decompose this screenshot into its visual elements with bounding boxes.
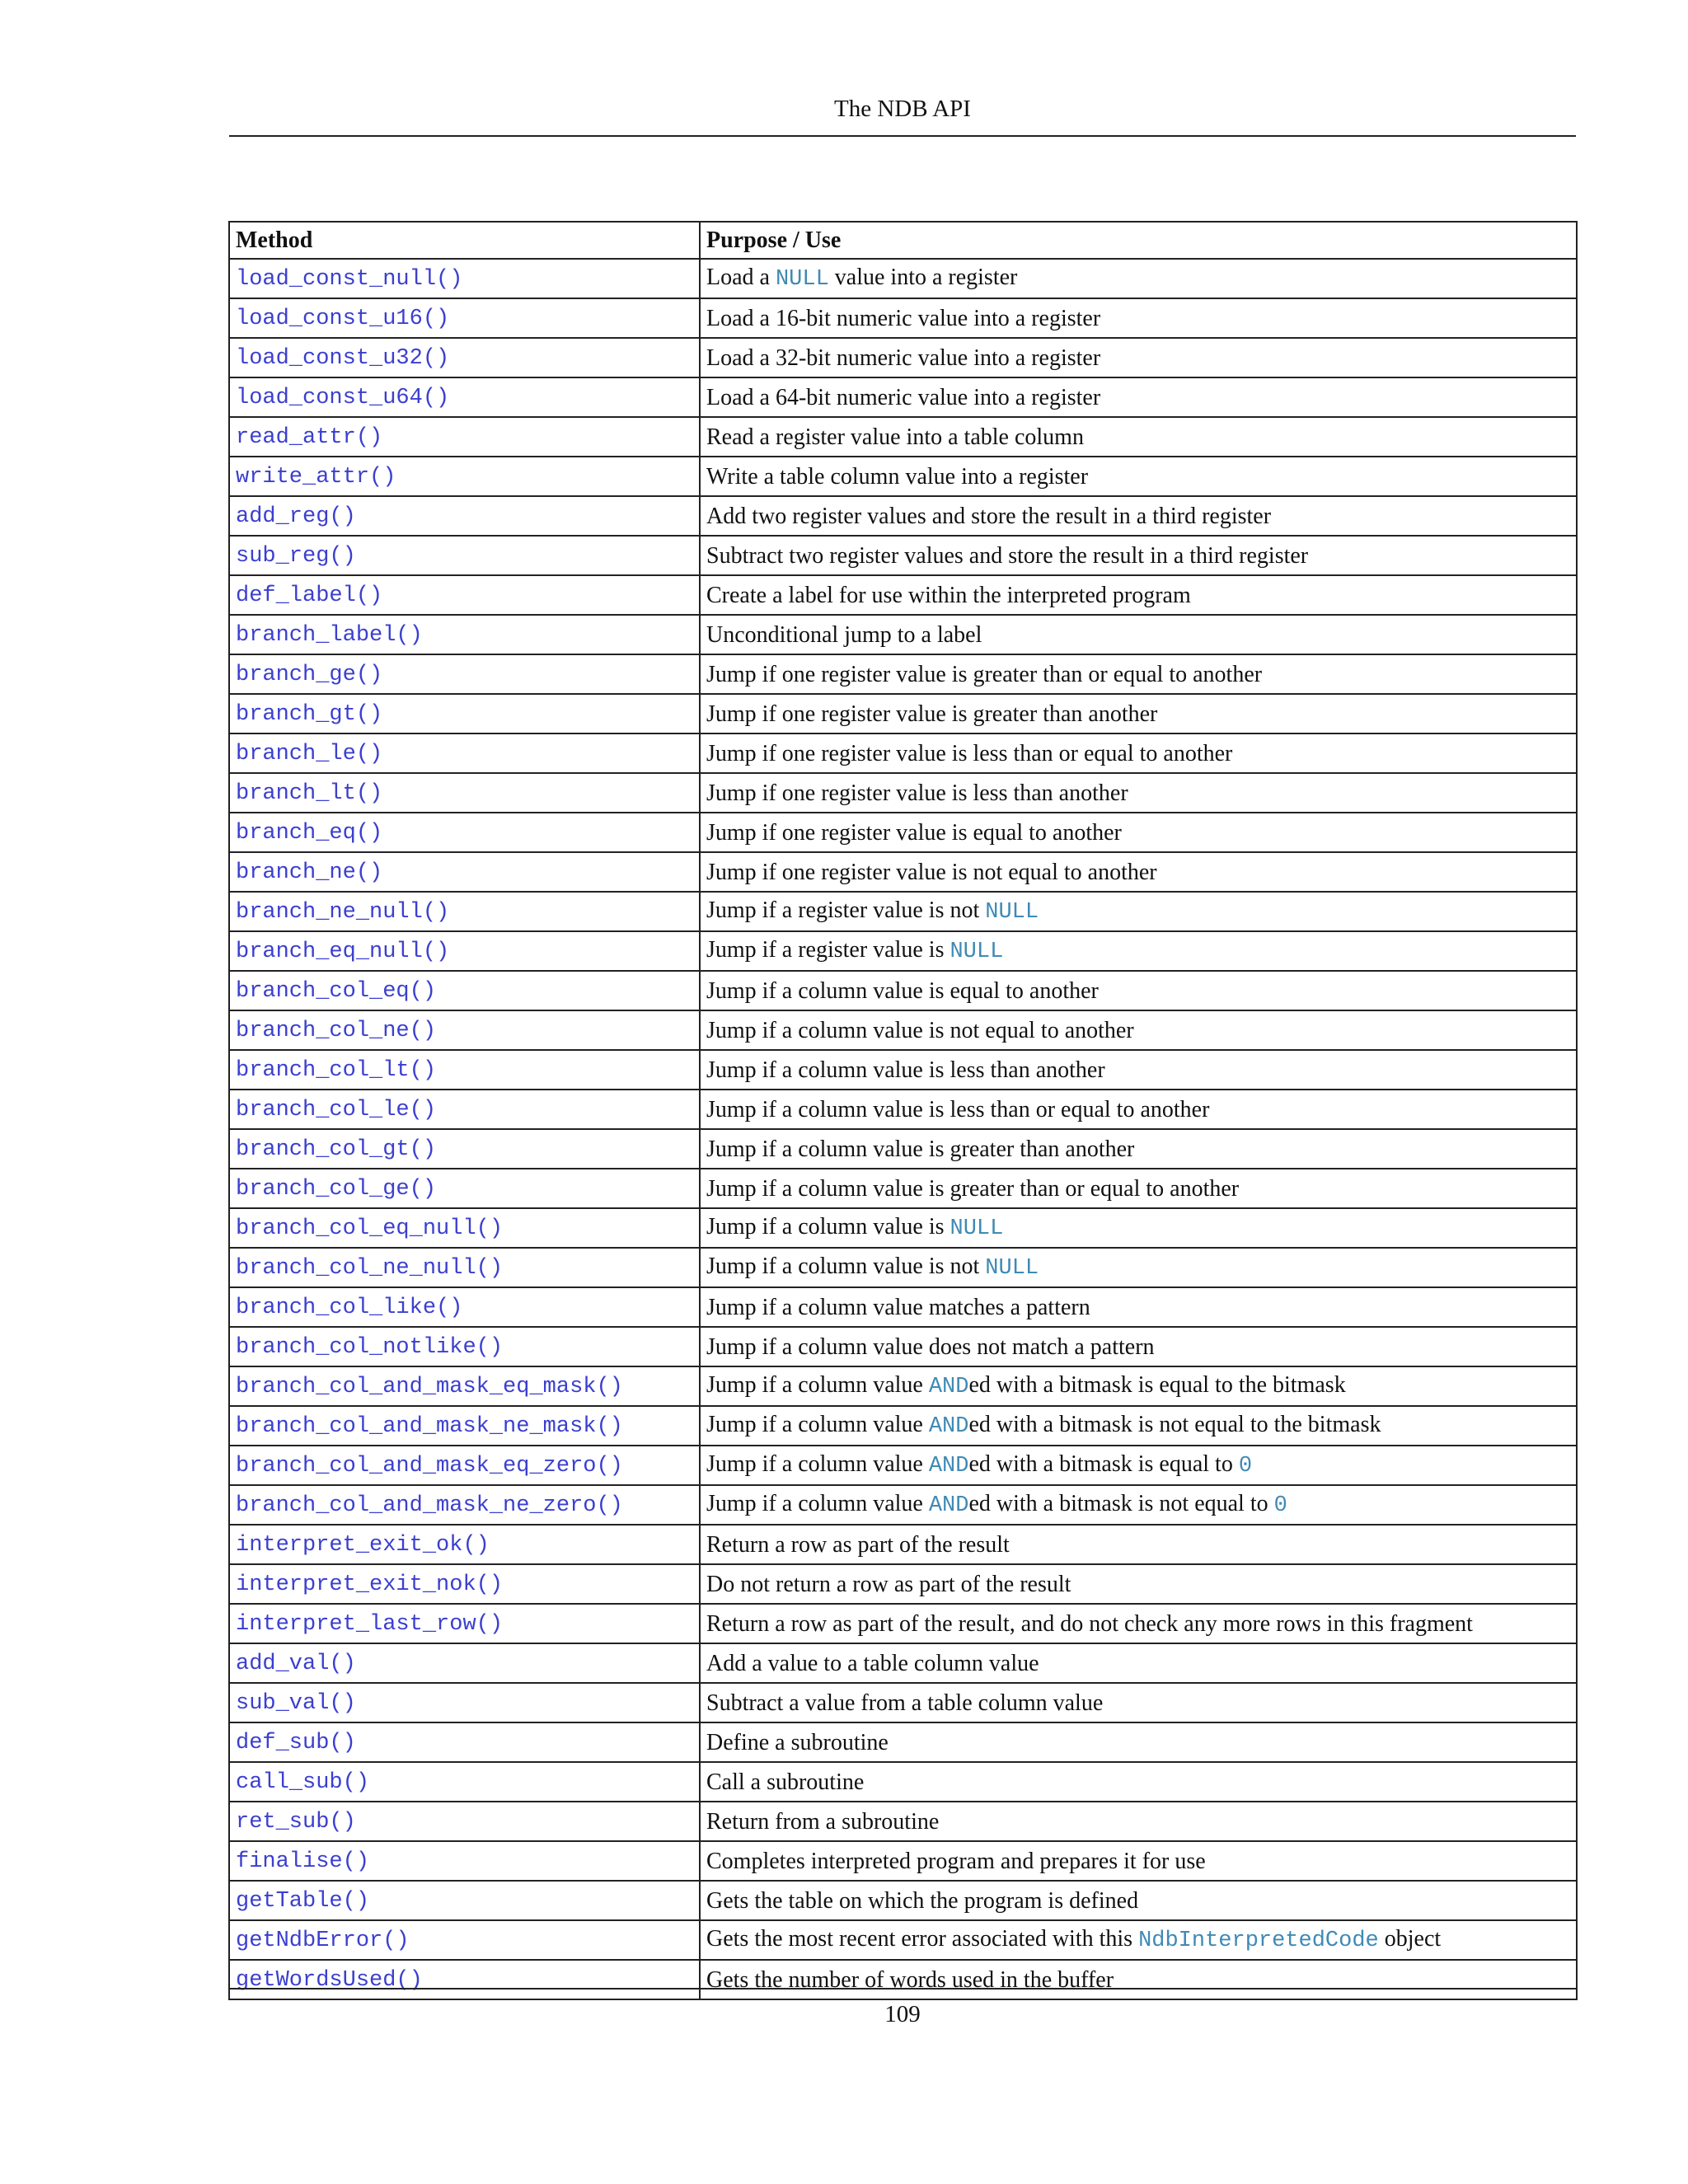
inline-code: AND bbox=[928, 1454, 969, 1479]
table-row bbox=[229, 1406, 1577, 1446]
table-row bbox=[229, 1920, 1577, 1960]
method-cell bbox=[229, 1406, 700, 1446]
purpose-text: Gets the number of words used in the buffer bbox=[706, 1966, 1114, 1993]
purpose-cell bbox=[700, 1446, 1577, 1485]
table-row bbox=[229, 536, 1577, 575]
method-link[interactable]: branch_col_notlike() bbox=[236, 1335, 504, 1360]
purpose-text: Gets the table on which the program is defined bbox=[706, 1887, 1139, 1914]
purpose-cell bbox=[700, 1960, 1577, 1999]
method-link[interactable]: branch_col_eq() bbox=[236, 979, 437, 1004]
purpose-cell bbox=[700, 1762, 1577, 1802]
purpose-text: Jump if a column value is greater than or equal to another bbox=[706, 1175, 1240, 1202]
table-row bbox=[229, 1683, 1577, 1722]
method-link[interactable]: branch_ne() bbox=[236, 860, 383, 885]
purpose-text: Add two register values and store the result in a third register bbox=[706, 503, 1272, 529]
purpose-text: Load a 16-bit numeric value into a register bbox=[706, 305, 1101, 331]
purpose-text: ed with a bitmask is not equal to the bitmask bbox=[968, 1412, 1381, 1437]
purpose-text: Jump if a column value does not match a pattern bbox=[706, 1333, 1155, 1360]
method-cell bbox=[229, 1366, 700, 1406]
method-cell bbox=[229, 1683, 700, 1722]
purpose-text: Write a table column value into a register bbox=[706, 463, 1089, 490]
method-cell bbox=[229, 694, 700, 733]
inline-code: NULL bbox=[775, 267, 829, 292]
purpose-cell bbox=[700, 338, 1577, 377]
table-row bbox=[229, 1485, 1577, 1525]
purpose-cell bbox=[700, 694, 1577, 733]
method-cell bbox=[229, 417, 700, 457]
purpose-cell bbox=[700, 1564, 1577, 1604]
purpose-text: Jump if a column value is greater than another bbox=[706, 1136, 1135, 1162]
table-row bbox=[229, 1169, 1577, 1208]
purpose-cell bbox=[700, 654, 1577, 694]
purpose-text: Jump if a column value is not equal to another bbox=[706, 1017, 1134, 1043]
purpose-cell bbox=[700, 377, 1577, 417]
inline-code: 0 bbox=[1273, 1493, 1287, 1518]
purpose-cell bbox=[700, 852, 1577, 892]
method-cell bbox=[229, 1802, 700, 1841]
method-link[interactable]: branch_col_and_mask_eq_mask() bbox=[236, 1375, 623, 1399]
purpose-text: Jump if a column value is equal to another bbox=[706, 977, 1099, 1004]
purpose-cell bbox=[700, 1208, 1577, 1248]
purpose-cell bbox=[700, 1366, 1577, 1406]
purpose-text: Jump if one register value is not equal to another bbox=[706, 859, 1157, 885]
method-link[interactable]: branch_col_ne() bbox=[236, 1019, 437, 1043]
table-row bbox=[229, 417, 1577, 457]
method-cell bbox=[229, 1604, 700, 1643]
table-header-row bbox=[229, 222, 1577, 259]
inline-code: 0 bbox=[1238, 1454, 1253, 1479]
method-link[interactable]: branch_eq() bbox=[236, 821, 383, 846]
purpose-text: Jump if a column value bbox=[706, 1451, 929, 1477]
purpose-text: ed with a bitmask is equal to the bitmask bbox=[968, 1372, 1346, 1398]
purpose-text: Completes interpreted program and prepares it for use bbox=[706, 1848, 1206, 1874]
method-link[interactable]: branch_col_eq_null() bbox=[236, 1216, 504, 1241]
table-row bbox=[229, 1881, 1577, 1920]
purpose-cell bbox=[700, 1090, 1577, 1129]
table-row bbox=[229, 1208, 1577, 1248]
table-row bbox=[229, 694, 1577, 733]
method-link[interactable]: getNdbError() bbox=[236, 1929, 410, 1953]
method-cell bbox=[229, 1169, 700, 1208]
method-cell bbox=[229, 773, 700, 813]
method-cell bbox=[229, 298, 700, 338]
table-row bbox=[229, 1129, 1577, 1169]
method-cell bbox=[229, 1248, 700, 1287]
inline-code: NULL bbox=[950, 940, 1004, 964]
purpose-text: ed with a bitmask is equal to bbox=[968, 1451, 1239, 1477]
purpose-cell bbox=[700, 1920, 1577, 1960]
table-row bbox=[229, 1802, 1577, 1841]
method-link[interactable]: branch_gt() bbox=[236, 702, 383, 727]
purpose-cell bbox=[700, 971, 1577, 1010]
method-link[interactable]: getTable() bbox=[236, 1889, 370, 1914]
table-row bbox=[229, 852, 1577, 892]
method-cell bbox=[229, 1010, 700, 1050]
method-link[interactable]: def_sub() bbox=[236, 1731, 356, 1755]
method-cell bbox=[229, 1525, 700, 1564]
method-link[interactable]: interpret_exit_nok() bbox=[236, 1572, 504, 1597]
method-cell bbox=[229, 1841, 700, 1881]
purpose-text: Do not return a row as part of the result bbox=[706, 1571, 1071, 1597]
purpose-text: Jump if a register value is bbox=[706, 937, 950, 963]
table-row bbox=[229, 1841, 1577, 1881]
method-link[interactable]: branch_col_like() bbox=[236, 1296, 463, 1320]
method-cell bbox=[229, 536, 700, 575]
purpose-text: Unconditional jump to a label bbox=[706, 621, 982, 648]
purpose-cell bbox=[700, 1881, 1577, 1920]
method-link[interactable]: load_const_u32() bbox=[236, 346, 450, 371]
method-link[interactable]: load_const_u16() bbox=[236, 307, 450, 331]
method-cell bbox=[229, 1446, 700, 1485]
purpose-cell bbox=[700, 1485, 1577, 1525]
inline-code: NULL bbox=[985, 1256, 1039, 1281]
purpose-cell bbox=[700, 773, 1577, 813]
method-link[interactable]: sub_val() bbox=[236, 1691, 356, 1716]
purpose-text: Read a register value into a table column bbox=[706, 424, 1084, 450]
method-link[interactable]: add_reg() bbox=[236, 504, 356, 529]
method-cell bbox=[229, 892, 700, 931]
inline-code: AND bbox=[928, 1414, 969, 1439]
table-row bbox=[229, 1525, 1577, 1564]
method-cell bbox=[229, 377, 700, 417]
purpose-text: value into a register bbox=[828, 265, 1018, 290]
purpose-cell bbox=[700, 1406, 1577, 1446]
method-link[interactable]: branch_eq_null() bbox=[236, 940, 450, 964]
method-cell bbox=[229, 496, 700, 536]
methods-table-body bbox=[229, 259, 1577, 1999]
purpose-text: Jump if one register value is less than another bbox=[706, 780, 1128, 806]
purpose-cell bbox=[700, 1722, 1577, 1762]
method-link[interactable]: branch_col_ge() bbox=[236, 1177, 437, 1202]
purpose-text: Load a bbox=[706, 265, 776, 290]
method-link[interactable]: load_const_u64() bbox=[236, 386, 450, 410]
method-link[interactable]: interpret_exit_ok() bbox=[236, 1533, 490, 1558]
purpose-cell bbox=[700, 813, 1577, 852]
table-row bbox=[229, 1248, 1577, 1287]
purpose-cell bbox=[700, 1129, 1577, 1169]
purpose-cell bbox=[700, 1643, 1577, 1683]
purpose-cell bbox=[700, 1525, 1577, 1564]
purpose-cell bbox=[700, 1604, 1577, 1643]
table-row bbox=[229, 377, 1577, 417]
purpose-text: Load a 64-bit numeric value into a register bbox=[706, 384, 1101, 410]
method-cell bbox=[229, 575, 700, 615]
method-link[interactable]: call_sub() bbox=[236, 1770, 370, 1795]
table-row bbox=[229, 1090, 1577, 1129]
purpose-text: Jump if a column value matches a pattern bbox=[706, 1294, 1090, 1320]
inline-code: NULL bbox=[985, 900, 1039, 925]
purpose-text: Define a subroutine bbox=[706, 1729, 889, 1755]
purpose-cell bbox=[700, 615, 1577, 654]
method-cell bbox=[229, 654, 700, 694]
page-number: 109 bbox=[884, 2001, 921, 2027]
purpose-text: Return a row as part of the result, and do not check any more rows in this fragment bbox=[706, 1610, 1473, 1637]
method-cell bbox=[229, 338, 700, 377]
table-row bbox=[229, 575, 1577, 615]
table-row bbox=[229, 892, 1577, 931]
method-cell bbox=[229, 1208, 700, 1248]
method-link[interactable]: ret_sub() bbox=[236, 1810, 356, 1835]
purpose-text: Gets the most recent error associated with this bbox=[706, 1926, 1139, 1952]
purpose-text: Jump if a column value bbox=[706, 1372, 929, 1398]
table-row bbox=[229, 1327, 1577, 1366]
purpose-text: Jump if a column value is less than another bbox=[706, 1057, 1105, 1083]
purpose-text: Jump if a column value is less than or equal to another bbox=[706, 1096, 1210, 1122]
method-cell bbox=[229, 1762, 700, 1802]
purpose-text: Load a 32-bit numeric value into a register bbox=[706, 344, 1101, 371]
page-header-title: The NDB API bbox=[834, 96, 971, 122]
method-cell bbox=[229, 1881, 700, 1920]
purpose-text: ed with a bitmask is not equal to bbox=[968, 1491, 1274, 1516]
table-row bbox=[229, 1762, 1577, 1802]
footer-rule bbox=[229, 1988, 1576, 1990]
method-link[interactable]: branch_col_and_mask_eq_zero() bbox=[236, 1454, 623, 1479]
method-link[interactable]: branch_ne_null() bbox=[236, 900, 450, 925]
purpose-text: Jump if one register value is equal to another bbox=[706, 819, 1122, 846]
method-cell bbox=[229, 852, 700, 892]
table-row bbox=[229, 1446, 1577, 1485]
purpose-text: Add a value to a table column value bbox=[706, 1650, 1039, 1676]
method-link[interactable]: write_attr() bbox=[236, 465, 396, 490]
method-link[interactable]: interpret_last_row() bbox=[236, 1612, 504, 1637]
method-cell bbox=[229, 1287, 700, 1327]
method-cell bbox=[229, 1327, 700, 1366]
purpose-cell bbox=[700, 931, 1577, 971]
method-cell bbox=[229, 1722, 700, 1762]
method-cell bbox=[229, 457, 700, 496]
table-row bbox=[229, 457, 1577, 496]
table-row bbox=[229, 654, 1577, 694]
method-link[interactable]: branch_col_ne_null() bbox=[236, 1256, 504, 1281]
purpose-cell bbox=[700, 733, 1577, 773]
method-link[interactable]: finalise() bbox=[236, 1849, 370, 1874]
method-cell bbox=[229, 1564, 700, 1604]
method-link[interactable]: branch_ge() bbox=[236, 663, 383, 687]
purpose-cell bbox=[700, 298, 1577, 338]
purpose-cell bbox=[700, 417, 1577, 457]
purpose-text: Jump if a column value bbox=[706, 1491, 929, 1516]
column-header-purpose: Purpose / Use bbox=[700, 222, 1577, 259]
purpose-cell bbox=[700, 1169, 1577, 1208]
method-cell bbox=[229, 259, 700, 298]
purpose-cell bbox=[700, 575, 1577, 615]
method-link[interactable]: sub_reg() bbox=[236, 544, 356, 569]
method-cell bbox=[229, 1643, 700, 1683]
purpose-cell bbox=[700, 457, 1577, 496]
table-row bbox=[229, 615, 1577, 654]
purpose-text: Jump if a column value is not bbox=[706, 1254, 986, 1279]
inline-code: AND bbox=[928, 1375, 969, 1399]
purpose-cell bbox=[700, 259, 1577, 298]
method-link[interactable]: load_const_null() bbox=[236, 267, 463, 292]
inline-code: NULL bbox=[950, 1216, 1004, 1241]
purpose-text: Return from a subroutine bbox=[706, 1808, 940, 1835]
table-row bbox=[229, 1564, 1577, 1604]
purpose-cell bbox=[700, 892, 1577, 931]
method-cell bbox=[229, 733, 700, 773]
purpose-text: Return a row as part of the result bbox=[706, 1531, 1010, 1558]
method-link[interactable]: branch_label() bbox=[236, 623, 423, 648]
inline-code: NdbInterpretedCode bbox=[1138, 1929, 1379, 1953]
purpose-text: Subtract a value from a table column value bbox=[706, 1690, 1104, 1716]
purpose-cell bbox=[700, 1287, 1577, 1327]
method-link[interactable]: branch_col_and_mask_ne_mask() bbox=[236, 1414, 623, 1439]
method-link[interactable]: read_attr() bbox=[236, 425, 383, 450]
table-row bbox=[229, 971, 1577, 1010]
purpose-text: Jump if one register value is less than or equal to another bbox=[706, 740, 1233, 766]
method-link[interactable]: getWordsUsed() bbox=[236, 1968, 423, 1993]
purpose-text: Jump if a register value is not bbox=[706, 898, 986, 923]
purpose-text: Jump if a column value bbox=[706, 1412, 929, 1437]
table-row bbox=[229, 1366, 1577, 1406]
table-row bbox=[229, 1960, 1577, 1999]
purpose-cell bbox=[700, 536, 1577, 575]
table-row bbox=[229, 496, 1577, 536]
purpose-cell bbox=[700, 1248, 1577, 1287]
purpose-cell bbox=[700, 1802, 1577, 1841]
purpose-cell bbox=[700, 1010, 1577, 1050]
purpose-text: Create a label for use within the interpreted program bbox=[706, 582, 1191, 608]
method-cell bbox=[229, 1090, 700, 1129]
table-row bbox=[229, 1010, 1577, 1050]
method-cell bbox=[229, 1485, 700, 1525]
method-link[interactable]: branch_col_lt() bbox=[236, 1058, 437, 1083]
method-cell bbox=[229, 1920, 700, 1960]
purpose-text: object bbox=[1378, 1926, 1442, 1952]
method-cell bbox=[229, 931, 700, 971]
purpose-cell bbox=[700, 1841, 1577, 1881]
header-rule bbox=[229, 135, 1576, 137]
table-row bbox=[229, 813, 1577, 852]
method-link[interactable]: branch_col_and_mask_ne_zero() bbox=[236, 1493, 623, 1518]
table-row bbox=[229, 773, 1577, 813]
method-link[interactable]: def_label() bbox=[236, 583, 383, 608]
purpose-text: Subtract two register values and store the result in a third register bbox=[706, 542, 1309, 569]
method-link[interactable]: branch_col_le() bbox=[236, 1098, 437, 1122]
purpose-cell bbox=[700, 1050, 1577, 1090]
purpose-cell bbox=[700, 1683, 1577, 1722]
methods-table bbox=[228, 221, 1578, 2000]
method-link[interactable]: branch_col_gt() bbox=[236, 1137, 437, 1162]
table-row bbox=[229, 1604, 1577, 1643]
purpose-text: Jump if a column value is bbox=[706, 1214, 950, 1240]
method-cell bbox=[229, 1050, 700, 1090]
table-row bbox=[229, 733, 1577, 773]
purpose-text: Jump if one register value is greater than another bbox=[706, 701, 1158, 727]
method-cell bbox=[229, 1960, 700, 1999]
inline-code: AND bbox=[928, 1493, 969, 1518]
column-header-method: Method bbox=[229, 222, 700, 259]
method-link[interactable]: add_val() bbox=[236, 1652, 356, 1676]
method-cell bbox=[229, 1129, 700, 1169]
table-row bbox=[229, 1722, 1577, 1762]
table-row bbox=[229, 298, 1577, 338]
method-cell bbox=[229, 615, 700, 654]
table-row bbox=[229, 931, 1577, 971]
table-row bbox=[229, 259, 1577, 298]
table-row bbox=[229, 1643, 1577, 1683]
purpose-text: Call a subroutine bbox=[706, 1769, 865, 1795]
table-row bbox=[229, 1050, 1577, 1090]
table-row bbox=[229, 338, 1577, 377]
method-link[interactable]: branch_lt() bbox=[236, 781, 383, 806]
table-row bbox=[229, 1287, 1577, 1327]
method-cell bbox=[229, 813, 700, 852]
purpose-cell bbox=[700, 1327, 1577, 1366]
purpose-cell bbox=[700, 496, 1577, 536]
method-cell bbox=[229, 971, 700, 1010]
purpose-text: Jump if one register value is greater than or equal to another bbox=[706, 661, 1263, 687]
method-link[interactable]: branch_le() bbox=[236, 742, 383, 766]
